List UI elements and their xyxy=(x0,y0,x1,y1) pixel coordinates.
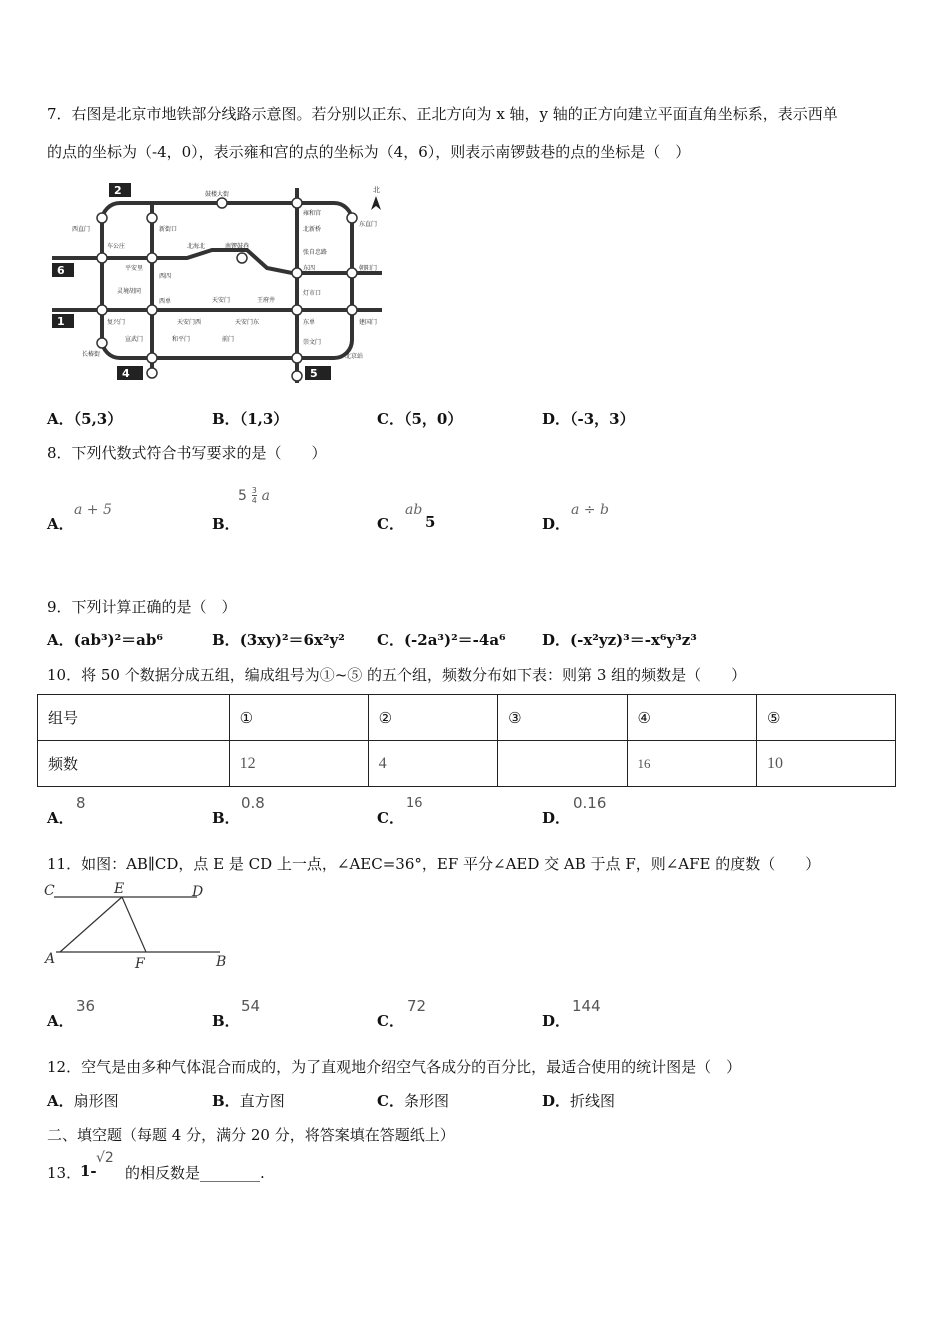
line4-label: 4 xyxy=(122,367,130,380)
table-cell: 组号 xyxy=(38,695,230,741)
station-label: 王府井 xyxy=(257,297,276,304)
station-label: 南锣鼓巷 xyxy=(225,243,250,250)
q10-option-d[interactable]: D． xyxy=(542,809,571,827)
point-a-label: A xyxy=(45,951,56,967)
station-label: 东四 xyxy=(303,265,316,272)
q11-d-value: 144 xyxy=(572,997,601,1015)
station-label: 平安里 xyxy=(125,265,144,272)
q9-stem: 9．下列计算正确的是（ ） xyxy=(47,598,237,616)
station-label: 灵境胡同 xyxy=(117,288,142,295)
q10-option-a[interactable]: A． xyxy=(47,809,74,827)
table-cell: ④ xyxy=(627,695,756,741)
q10-a-value: 8 xyxy=(76,794,86,812)
station-label: 东单 xyxy=(303,319,316,326)
parallel-lines-figure xyxy=(42,877,237,972)
q10-stem: 10．将 50 个数据分成五组，编成组号为①~⑤ 的五个组，频数分布如下表：则第 3 组的频数是（ ） xyxy=(47,666,747,684)
line2-label: 2 xyxy=(114,184,122,197)
station-label: 雍和宫 xyxy=(303,210,322,217)
station-label: 朝阳门 xyxy=(359,265,378,272)
table-row xyxy=(38,741,896,787)
table-cell: ⑤ xyxy=(756,695,895,741)
q12-option-c[interactable]: C．条形图 xyxy=(377,1092,449,1110)
q8-b-num: 3 xyxy=(251,486,257,495)
line1-label: 1 xyxy=(57,315,65,328)
station-label: 灯市口 xyxy=(303,290,322,297)
station-label: 宣武门 xyxy=(125,336,144,343)
point-c-label: C xyxy=(44,883,55,899)
station-label: 长椿街 xyxy=(82,351,101,358)
table-cell: 12 xyxy=(229,741,368,787)
q8-a-expr: a + 5 xyxy=(74,502,112,518)
q12-option-d[interactable]: D．折线图 xyxy=(542,1092,616,1110)
q7-option-b[interactable]: B．（1,3） xyxy=(212,410,289,428)
q12-option-b[interactable]: B．直方图 xyxy=(212,1092,285,1110)
table-cell: ① xyxy=(229,695,368,741)
station-label: 崇文门 xyxy=(303,339,322,346)
station-label: 新街口 xyxy=(159,226,178,233)
q10-b-value: 0.8 xyxy=(241,794,265,812)
q8-option-b[interactable]: B． xyxy=(212,515,240,533)
table-cell: ③ xyxy=(498,695,627,741)
station-label: 北海北 xyxy=(187,243,206,250)
line4-badge xyxy=(117,366,143,380)
table-cell: 16 xyxy=(627,741,756,787)
station-label: 复兴门 xyxy=(107,319,126,326)
q10-option-c[interactable]: C． xyxy=(377,809,404,827)
q10-option-b[interactable]: B． xyxy=(212,809,240,827)
q12-stem: 12．空气是由多种气体混合而成的，为了直观地介绍空气各成分的百分比，最适合使用的统计图是（ ） xyxy=(47,1058,742,1076)
q8-option-a[interactable]: A． xyxy=(47,515,74,533)
north-arrow-icon xyxy=(371,185,381,210)
q11-a-value: 36 xyxy=(76,997,96,1015)
line5-label: 5 xyxy=(310,367,318,380)
station-label: 西四 xyxy=(159,273,172,280)
station-label: 西直门 xyxy=(72,226,91,233)
q7-option-a[interactable]: A．（5,3） xyxy=(47,410,123,428)
q11-option-c[interactable]: C． xyxy=(377,1012,404,1030)
q8-option-c[interactable]: C． xyxy=(377,515,404,533)
station-label: 北新桥 xyxy=(303,226,322,233)
q13-radical: √2 xyxy=(96,1150,114,1166)
line6-label: 6 xyxy=(57,264,65,277)
q8-c-expr: ab xyxy=(405,502,423,518)
line5-badge xyxy=(305,366,331,380)
q10-c-value: 16 xyxy=(406,796,423,811)
station-label: 张自忠路 xyxy=(303,249,328,256)
q9-option-c[interactable]: C．(-2a³)²＝-4a⁶ xyxy=(377,631,506,649)
point-f-label: F xyxy=(135,956,145,972)
q11-option-d[interactable]: D． xyxy=(542,1012,571,1030)
subway-map xyxy=(47,178,387,388)
station-label: 天安门西 xyxy=(177,319,202,326)
q7-stem-line2: 的点的坐标为（-4，0），表示雍和宫的点的坐标为（4，6），则表示南锣鼓巷的点的坐标是（ ） xyxy=(47,143,691,161)
table-cell xyxy=(498,741,627,787)
station-label: 西单 xyxy=(159,298,172,305)
q13-lead: 1- xyxy=(80,1162,97,1180)
station-label: 和平门 xyxy=(172,336,191,343)
q13-tail: 的相反数是________. xyxy=(125,1164,265,1182)
table-cell: ② xyxy=(368,695,497,741)
q8-d-expr: a ÷ b xyxy=(571,502,609,518)
station-label: 车公庄 xyxy=(107,243,126,250)
q8-b-var: a xyxy=(261,488,270,504)
point-b-label: B xyxy=(216,954,227,970)
q8-option-d[interactable]: D． xyxy=(542,515,571,533)
q9-option-a[interactable]: A．(ab³)²＝ab⁶ xyxy=(47,631,163,649)
table-row xyxy=(38,695,896,741)
q8-b-den: 4 xyxy=(251,496,257,505)
north-label: 北 xyxy=(373,186,380,194)
q9-option-b[interactable]: B．(3xy)²＝6x²y² xyxy=(212,631,345,649)
table-cell: 4 xyxy=(368,741,497,787)
q11-b-value: 54 xyxy=(241,997,261,1015)
q8-b-mixed xyxy=(238,486,270,505)
q8-c-tail: 5 xyxy=(425,513,436,531)
station-label: 前门 xyxy=(222,336,235,343)
q7-stem-line1: 7．右图是北京市地铁部分线路示意图。若分别以正东、正北方向为 x 轴，y 轴的正方向建立平面直角坐标系，表示西单 xyxy=(47,105,838,123)
station-label: 北京站 xyxy=(345,353,364,360)
table-cell: 频数 xyxy=(38,741,230,787)
q12-option-a[interactable]: A．扇形图 xyxy=(47,1092,119,1110)
point-e-label: E xyxy=(114,881,125,897)
station-label: 天安门 xyxy=(212,297,231,304)
station-label: 东直门 xyxy=(359,221,378,228)
q11-stem: 11．如图：AB∥CD，点 E 是 CD 上一点，∠AEC=36°，EF 平分∠AED 交 AB 于点 F，则∠AFE 的度数（ ） xyxy=(47,855,821,873)
q7-option-c[interactable]: C．（5，0） xyxy=(377,410,463,428)
q11-option-b[interactable]: B． xyxy=(212,1012,240,1030)
station-label: 建国门 xyxy=(359,319,378,326)
q10-d-value: 0.16 xyxy=(573,794,607,812)
table-cell: 10 xyxy=(756,741,895,787)
point-d-label: D xyxy=(192,884,204,900)
station-label: 鼓楼大街 xyxy=(205,191,230,198)
frequency-table xyxy=(37,694,896,787)
q11-c-value: 72 xyxy=(407,997,427,1015)
q8-stem: 8．下列代数式符合书写要求的是（ ） xyxy=(47,444,327,462)
q7-option-d[interactable]: D．（-3，3） xyxy=(542,410,635,428)
q11-option-a[interactable]: A． xyxy=(47,1012,74,1030)
section-heading: 二、填空题（每题 4 分，满分 20 分，将答案填在答题纸上） xyxy=(47,1126,455,1144)
q8-b-whole: 5 xyxy=(238,488,247,504)
q9-option-d[interactable]: D．(-x²yz)³＝-x⁶y³z³ xyxy=(542,631,697,649)
station-label: 天安门东 xyxy=(235,319,260,326)
q13-number: 13． xyxy=(47,1164,82,1182)
